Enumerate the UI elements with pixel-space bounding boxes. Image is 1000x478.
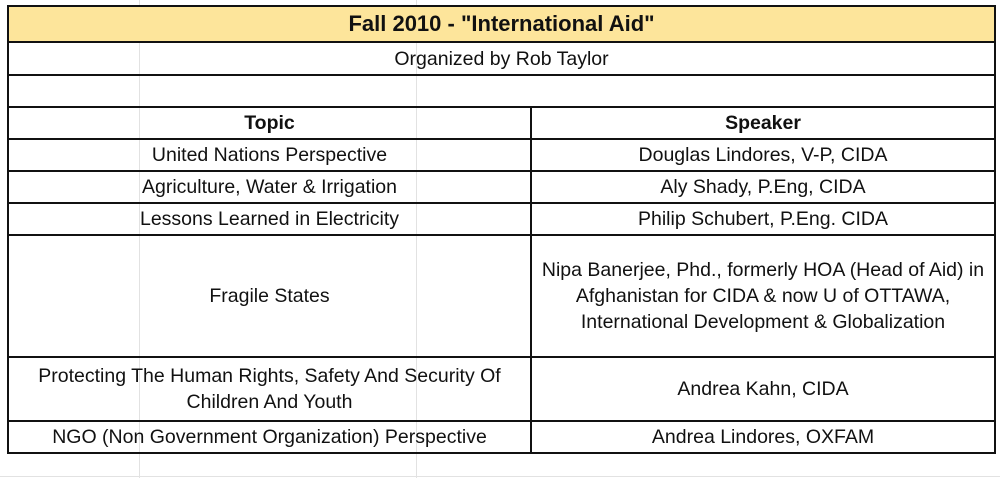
- table-row: [8, 171, 995, 203]
- table-row: [8, 357, 995, 421]
- speaker-cell[interactable]: Aly Shady, P.Eng, CIDA: [531, 171, 995, 203]
- speaker-cell[interactable]: Philip Schubert, P.Eng. CIDA: [531, 203, 995, 235]
- table-row: [8, 139, 995, 171]
- organizer-cell[interactable]: Organized by Rob Taylor: [8, 42, 995, 75]
- topic-cell[interactable]: Lessons Learned in Electricity: [8, 203, 531, 235]
- table-row: [8, 203, 995, 235]
- title-cell[interactable]: Fall 2010 - "International Aid": [8, 6, 995, 42]
- topic-cell[interactable]: Protecting The Human Rights, Safety And Security Of Children And Youth: [8, 357, 531, 421]
- topic-cell[interactable]: NGO (Non Government Organization) Perspective: [8, 421, 531, 453]
- event-table: [7, 5, 996, 454]
- topic-cell[interactable]: United Nations Perspective: [8, 139, 531, 171]
- speaker-cell[interactable]: Andrea Kahn, CIDA: [531, 357, 995, 421]
- table-row: [8, 421, 995, 453]
- sheet-gridline: [0, 476, 1000, 477]
- topic-cell[interactable]: Agriculture, Water & Irrigation: [8, 171, 531, 203]
- blank-cell[interactable]: [8, 75, 995, 107]
- header-speaker[interactable]: Speaker: [531, 107, 995, 139]
- header-topic[interactable]: Topic: [8, 107, 531, 139]
- speaker-cell[interactable]: Nipa Banerjee, Phd., formerly HOA (Head of Aid) in Afghanistan for CIDA & now U of OTTAWA, International Development & Globalization: [531, 235, 995, 357]
- table-row: [8, 235, 995, 357]
- topic-cell[interactable]: Fragile States: [8, 235, 531, 357]
- speaker-cell[interactable]: Andrea Lindores, OXFAM: [531, 421, 995, 453]
- speaker-cell[interactable]: Douglas Lindores, V-P, CIDA: [531, 139, 995, 171]
